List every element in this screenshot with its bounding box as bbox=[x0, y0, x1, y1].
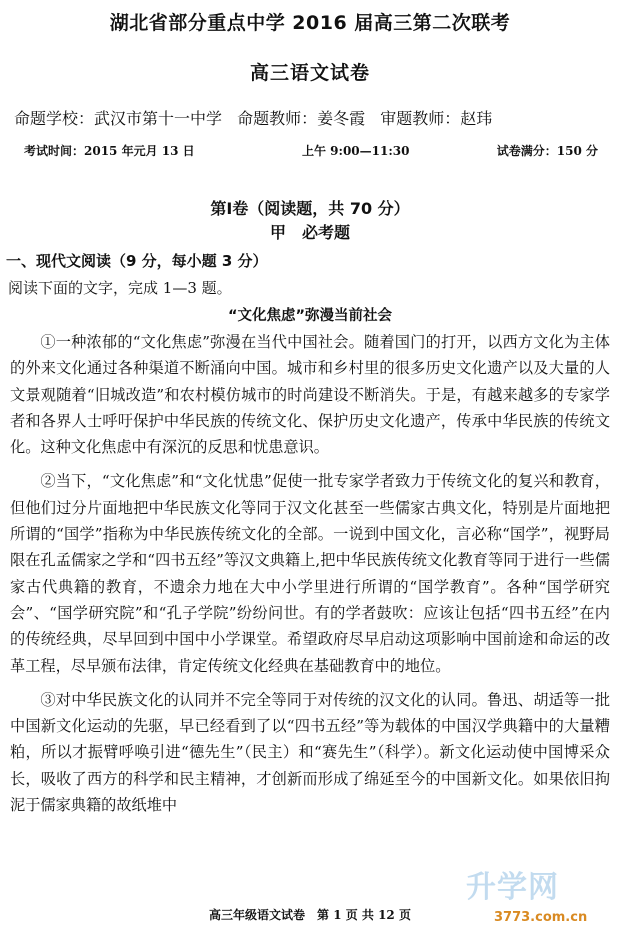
reviewer-label: 审题教师：赵玮 bbox=[380, 109, 493, 128]
full-score: 试卷满分：150 分 bbox=[496, 144, 598, 158]
page-footer: 高三年级语文试卷 第 1 页 共 12 页 bbox=[209, 908, 411, 922]
setter-label: 命题教师：姜冬霞 bbox=[237, 109, 366, 128]
watermark-logo: 升学网 bbox=[466, 870, 559, 905]
exam-subtitle: 高三语文试卷 bbox=[249, 62, 370, 84]
question-instruction: 阅读下面的文字，完成 1—3 题。 bbox=[8, 279, 232, 297]
watermark-url: 3773.com.cn bbox=[494, 910, 588, 925]
section-title: 第Ⅰ卷（阅读题，共 70 分） bbox=[210, 199, 410, 218]
question-heading: 一、现代文阅读（9 分，每小题 3 分） bbox=[6, 252, 268, 270]
school-label: 命题学校：武汉市第十一中学 bbox=[14, 109, 223, 128]
paragraph-2: ②当下，“文化焦虑”和“文化忧患”促使一批专家学者致力于传统文化的复兴和教育，但他们过分片面地把中华民族文化等同于汉文化甚至一些儒家古典文化，特别是片面地把所谓的“国学”指称为中华民族传统文化的全部。一说到中国文化，言必称“国学”，视野局限在孔孟儒家之学和“四书五经”等汉文典籍上,把中华民族传统文化教育等同于进行一些儒家古代典籍的教育，不遗余力地在大中小学里进行所谓的“国学教育”。各种“国学研究会”、“国学研究院”和“孔子学院”纷纷问世。有的学者鼓吹：应该让包括“四书五经”在内的传统经典，尽早回到中国中小学课堂。希望政府尽早启动这项影响中国前途和命运的改革工程，尽早颁布法律，肯定传统文化经典在基础教育中的地位。 bbox=[10, 472, 610, 675]
part-title: 甲 必考题 bbox=[269, 223, 350, 242]
exam-title: 湖北省部分重点中学 2016 届高三第二次联考 bbox=[109, 12, 511, 34]
paragraph-1: ①一种浓郁的“文化焦虑”弥漫在当代中国社会。随着国门的打开，以西方文化为主体的外来文化通过各种渠道不断涌向中国。城市和乡村里的很多历史文化遗产以及大量的人文景观随着“旧城改造”和农村模仿城市的时尚建设不断消失。于是，有越来越多的专家学者和各界人士呼吁保护中华民族的传统文化、保护历史文化遗产，传承中华民族的传统文化。这种文化焦虑中有深沉的反思和忧患意识。 bbox=[10, 333, 610, 457]
article-title: “文化焦虑”弥漫当前社会 bbox=[227, 308, 393, 324]
author-info bbox=[14, 106, 608, 129]
exam-period: 上午 9:00—11:30 bbox=[302, 144, 410, 158]
site-watermark bbox=[466, 862, 614, 928]
paragraph-3: ③对中华民族文化的认同并不完全等同于对传统的汉文化的认同。鲁迅、胡适等一批中国新文化运动的先驱，早已经看到了以“四书五经”等为载体的中国汉学典籍中的大量糟粕，所以才振臂呼唤引进“德先生”（民主）和“赛先生”（科学）。新文化运动使中国博采众长，吸收了西方的科学和民主精神，才创新而形成了绵延至今的中国新文化。如果依旧拘泥于儒家典籍的故纸堆中 bbox=[10, 690, 610, 815]
exam-time: 考试时间：2015 年元月 13 日 bbox=[24, 144, 195, 158]
article-body bbox=[10, 329, 610, 826]
